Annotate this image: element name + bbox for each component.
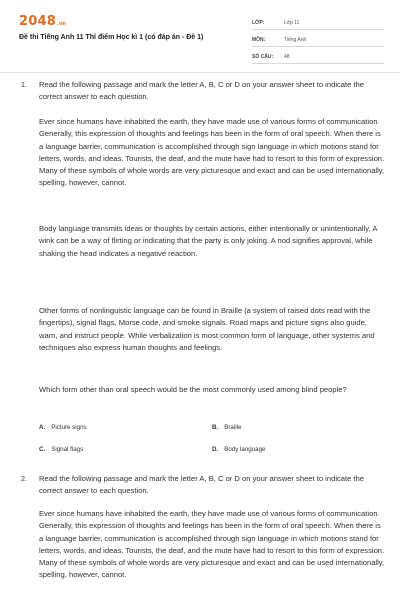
- meta-subject-row: [252, 34, 384, 47]
- meta-class-label: LỚP:: [252, 20, 265, 26]
- meta-subject-value: Tiếng Anh: [284, 37, 307, 43]
- answer-option-c[interactable]: [39, 446, 83, 453]
- header-divider: [0, 72, 400, 73]
- passage-paragraph: Body language transmits ideas or thoughts by certain actions, either intentionally or unintentionally. A wink can be a way of flirting or indicating that the party is only joking. A nod signifies approval, while shaking the head indicates a negative reaction.: [39, 224, 377, 258]
- option-text: Braille: [224, 424, 242, 431]
- page-header: [0, 0, 400, 74]
- question-instruction: Read the following passage and mark the letter A, B, C or D on your answer sheet to indicate the correct answer to each question.: [39, 474, 365, 496]
- option-letter: D.: [212, 446, 219, 453]
- meta-class-value: Lớp 11: [284, 20, 300, 26]
- question-number: 1.: [21, 80, 27, 89]
- option-letter: B.: [212, 424, 219, 431]
- option-text: Body language: [224, 446, 266, 453]
- answer-option-b[interactable]: [212, 424, 241, 431]
- logo-suffix: .vn: [56, 21, 67, 27]
- meta-count-value: 48: [284, 54, 290, 60]
- meta-subject-label: MÔN:: [252, 37, 266, 43]
- question-number: 2.: [21, 474, 27, 483]
- exam-meta: [252, 17, 384, 68]
- meta-count-row: [252, 51, 384, 64]
- answer-option-d[interactable]: [212, 446, 265, 453]
- passage-paragraph: Ever since humans have inhabited the earth, they have made use of various forms of communication. Generally, this expression of thoughts and feelings has been in the form of oral speech. When there is a language barrier, communication is accomplished through sign language in which motions stand for letters, words, and ideas. Tourists, the deaf, and the mute have had to resort to this form of expression. Many of these symbols of whole words are very picturesque and exact and can be used internationally, spelling, however, cannot.: [39, 117, 385, 188]
- site-logo[interactable]: [19, 14, 66, 29]
- option-text: Signal flags: [51, 446, 84, 453]
- question-instruction: Read the following passage and mark the letter A, B, C or D on your answer sheet to indicate the correct answer to each question.: [39, 80, 365, 102]
- meta-class-row: [252, 17, 384, 30]
- answer-option-a[interactable]: [39, 424, 87, 431]
- option-text: Picture signs: [51, 424, 87, 431]
- option-letter: C.: [39, 446, 46, 453]
- question-text: Which form other than oral speech would be the most commonly used among blind people?: [39, 385, 347, 394]
- meta-count-label: SỐ CÂU:: [252, 54, 274, 60]
- logo-text: 2048: [19, 14, 56, 29]
- option-letter: A.: [39, 424, 46, 431]
- document-title: Đề thi Tiếng Anh 11 Thí điểm Học kì 1 (có đáp án - Đề 1): [19, 34, 204, 41]
- passage-paragraph: Other forms of nonlinguistic language can be found in Braille (a system of raised dots read with the fingertips), signal flags, Morse code, and smoke signals. Road maps and picture signs also guide, warn, and instruct people. While verbalization is most common form of language, other systems and techniques also express human thoughts and feelings.: [39, 306, 375, 352]
- passage-paragraph: Ever since humans have inhabited the earth, they have made use of various forms of communication. Generally, this expression of thoughts and feelings has been in the form of oral speech. When there is a language barrier, communication is accomplished through sign language in which motions stand for letters, words, and ideas. Tourists, the deaf, and the mute have had to resort to this form of expression. Many of these symbols of whole words are very picturesque and exact and can be used internationally, spelling, however, cannot.: [39, 509, 385, 580]
